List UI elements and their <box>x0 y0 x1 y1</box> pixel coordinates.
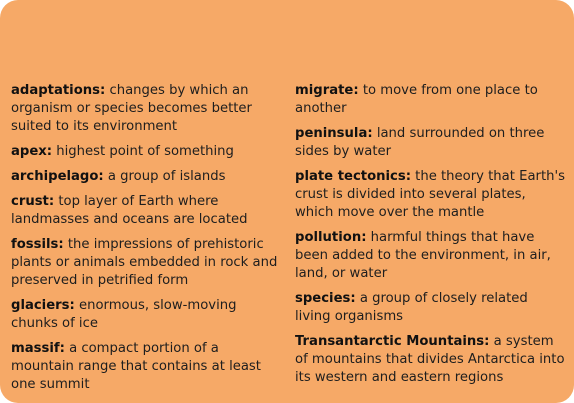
glossary-entry-massif <box>11 340 279 394</box>
glossary-term: archipelago: <box>11 169 104 184</box>
glossary-definition: changes by which an organism or species becomes better suited to its environment <box>11 83 252 134</box>
glossary-term: peninsula: <box>295 126 373 141</box>
glossary-term: crust: <box>11 194 55 209</box>
glossary-term: plate tectonics: <box>295 169 411 184</box>
glossary-definition: enormous, slow-moving chunks of ice <box>11 298 237 331</box>
glossary-definition: harmful things that have been added to the environment, in air, land, or water <box>295 230 551 281</box>
glossary-definition: land surrounded on three sides by water <box>295 126 545 159</box>
glossary-entry-adaptations <box>11 82 279 136</box>
glossary-definition: to move from one place to another <box>295 83 538 116</box>
glossary-entry-pollution <box>295 229 565 283</box>
glossary-entry-glaciers <box>11 297 279 333</box>
glossary-term: adaptations: <box>11 83 106 98</box>
glossary-entry-species <box>295 290 565 326</box>
glossary-definition: a group of closely related living organisms <box>295 291 528 324</box>
glossary-definition: a system of mountains that divides Antarctica into its western and eastern regions <box>295 334 565 385</box>
glossary-entry-transantarctic-mountains <box>295 333 565 387</box>
glossary-term: massif: <box>11 341 65 356</box>
glossary-definition: a compact portion of a mountain range that contains at least one summit <box>11 341 261 392</box>
glossary-term: glaciers: <box>11 298 75 313</box>
glossary-term: species: <box>295 291 356 306</box>
glossary-entry-crust <box>11 193 279 229</box>
glossary-definition: a group of islands <box>103 169 226 184</box>
glossary-entry-peninsula <box>295 125 565 161</box>
glossary-entry-plate-tectonics <box>295 168 565 222</box>
glossary-term: pollution: <box>295 230 367 245</box>
glossary-entry-fossils <box>11 236 279 290</box>
glossary-entry-archipelago <box>11 168 279 186</box>
glossary-definition: top layer of Earth where landmasses and oceans are located <box>11 194 248 227</box>
glossary-column-right <box>295 82 565 394</box>
glossary-term: fossils: <box>11 237 64 252</box>
glossary-term: migrate: <box>295 83 359 98</box>
glossary-definition: the impressions of prehistoric plants or animals embedded in rock and preserved in petrified form <box>11 237 278 288</box>
glossary-term: Transantarctic Mountains: <box>295 334 490 349</box>
glossary-entry-apex <box>11 143 279 161</box>
glossary-definition: highest point of something <box>52 144 234 159</box>
glossary-term: apex: <box>11 144 53 159</box>
glossary-column-left <box>11 82 279 401</box>
glossary-entry-migrate <box>295 82 565 118</box>
glossary-definition: the theory that Earth's crust is divided into several plates, which move over the mantle <box>295 169 565 220</box>
